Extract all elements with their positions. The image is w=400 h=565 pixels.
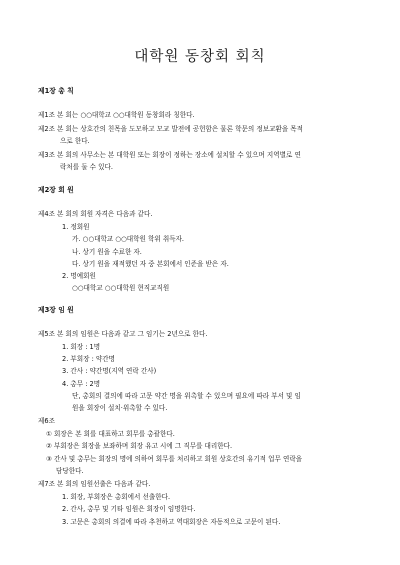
article-4-item-2: 2. 명예회원 (62, 272, 96, 280)
chapter-1-heading: 제1장 총 칙 (38, 87, 74, 95)
article-6-clause-3: ③ 간사 및 총무는 회장의 명에 의하여 회무를 처리하고 회원 상호간의 유기적 업무 연락을 (46, 455, 303, 463)
article-4-item-1b: 나. 상기 원을 수료한 자. (72, 248, 142, 256)
article-5-note-cont: 원을 회장이 설치·위촉할 수 있다. (72, 404, 168, 412)
article-4-item-2a: ○○대학교 ○○대학원 현직교직원 (72, 284, 170, 292)
article-5-note: 단, 총회의 결의에 따라 고문 약간 명을 위촉할 수 있으며 필요에 따라 부서 및 임 (72, 392, 301, 400)
document-title: 대학원 동창회 회칙 (134, 49, 266, 65)
article-3: 제3조 본 회의 사무소는 본 대학원 또는 회장이 정하는 장소에 설치할 수 있으며 지역별로 연 (38, 151, 301, 159)
article-7-item-1: 1. 회장, 부회장은 총회에서 선출한다. (62, 493, 171, 501)
article-3-cont: 락처를 둘 수 있다. (60, 163, 113, 171)
article-5-item-1: 1. 회장 : 1명 (62, 343, 101, 351)
article-6-clause-2: ② 부회장은 회장을 보좌하며 회장 유고 시에 그 직무를 대리한다. (46, 442, 233, 450)
article-7-item-3: 3. 고문은 총회의 의결에 따라 추천하고 역대회장은 자동적으로 고문이 된다. (62, 518, 281, 526)
article-5-item-2: 2. 부회장 : 약간명 (62, 355, 116, 363)
article-2-cont: 으로 한다. (60, 137, 90, 145)
article-5-item-4: 4. 총무 : 2명 (62, 380, 101, 388)
article-7: 제7조 본 회의 임원선출은 다음과 같다. (38, 480, 151, 488)
article-5-item-3: 3. 간사 : 약간명(지역 연락 간사) (62, 367, 157, 375)
article-6-clause-1: ① 회장은 본 회를 대표하고 회무를 총괄한다. (46, 430, 175, 438)
article-1: 제1조 본 회는 ○○대학교 ○○대학원 동창회라 칭한다. (38, 111, 195, 119)
article-4-item-1: 1. 정회원 (62, 223, 90, 231)
article-4-item-1a: 가. ○○대학교 ○○대학원 학위 취득자. (72, 235, 185, 243)
article-2: 제2조 본 회는 상호간의 친목을 도모하고 모교 발전에 공헌함은 물론 학문의 정보교환을 목적 (38, 125, 304, 133)
article-6: 제6조 (38, 417, 55, 425)
article-6-clause-3-cont: 담당한다. (56, 467, 84, 475)
article-4-item-1c: 다. 상기 원을 재적했던 자 중 본회에서 인준을 받은 자. (72, 260, 229, 268)
chapter-3-heading: 제3장 임 원 (38, 306, 74, 314)
chapter-2-heading: 제2장 회 원 (38, 186, 74, 194)
article-5: 제5조 본 회의 임원은 다음과 같고 그 임기는 2년으로 한다. (38, 330, 208, 338)
article-7-item-2: 2. 간사, 총무 및 기타 임원은 회장이 임명한다. (62, 505, 196, 513)
article-4: 제4조 본 회의 회원 자격은 다음과 같다. (38, 210, 153, 218)
